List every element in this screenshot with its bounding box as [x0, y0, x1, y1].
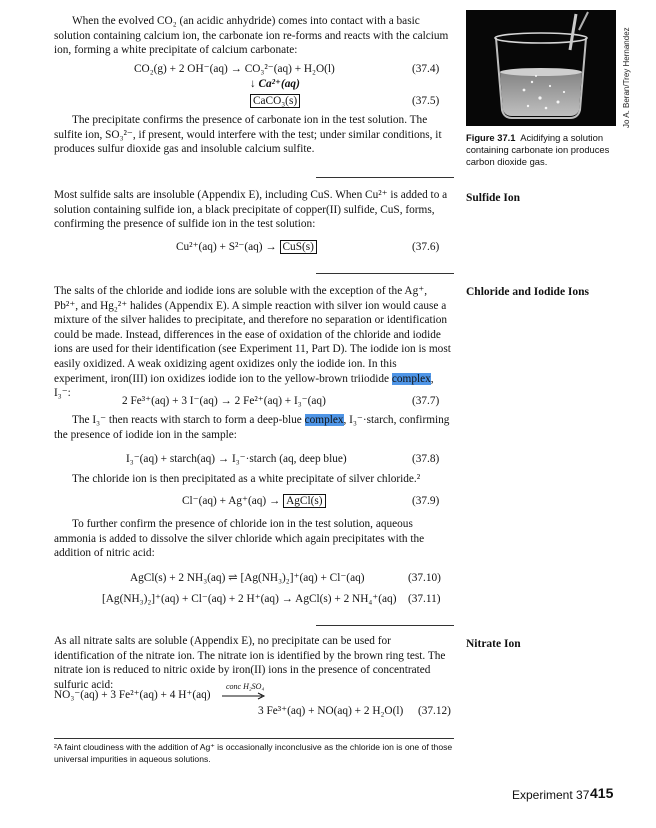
- page-number: 415: [590, 785, 614, 801]
- equation-37-7: 2 Fe³⁺(aq) + 3 I⁻(aq) → 2 Fe²⁺(aq) + I₃⁻(aq): [122, 395, 326, 407]
- starch-text-end: , I₃⁻·starch, confirming the presence of iodide ion in the sample:: [54, 414, 450, 441]
- equation-text: Cu²⁺(aq) + S²⁻(aq) →: [176, 241, 277, 253]
- equation-37-5: [250, 94, 300, 109]
- equation-37-10: AgCl(s) + 2 NH₃(aq) ⇌ [Ag(NH₃)₂]⁺(aq) + Cl⁻(aq): [130, 572, 365, 584]
- starch-paragraph: [54, 413, 452, 442]
- sulfide-paragraph: Most sulfide salts are insoluble (Appendix E), including CuS. When Cu²⁺ is added to a solution containing sulfide ion, a black precipitate of copper(II) sulfide, CuS, forms, confirming the presence of sulfide ion in the test solution:: [54, 189, 448, 231]
- equation-37-11: [Ag(NH₃)₂]⁺(aq) + Cl⁻(aq) + 2 H⁺(aq) → AgCl(s) + 2 NH₄⁺(aq): [102, 593, 397, 605]
- halide-text-end: , I₃⁻:: [54, 372, 434, 400]
- figure-caption-text: Acidifying a solution containing carbonate ion produces carbon dioxide gas.: [466, 132, 610, 167]
- equation-number: (37.8): [412, 453, 440, 465]
- precipitate-box: CaCO₃(s): [250, 94, 300, 108]
- divider: [316, 177, 454, 178]
- chloride-paragraph: The chloride ion is then precipitated as a white precipitate of silver chloride.²: [72, 473, 421, 485]
- equation-number: (37.7): [412, 395, 440, 407]
- equation-number: (37.12): [418, 705, 451, 717]
- equation-number: (37.4): [412, 63, 440, 75]
- reaction-arrow: [222, 690, 266, 698]
- equation-number: (37.5): [412, 95, 440, 107]
- nitrate-paragraph: As all nitrate salts are soluble (Appendix E), no precipitate can be used for identification of the nitrate ion. The nitrate ion is identified by the brown ring test. The nitrate ion is reduced to nitric oxide by iron(II) ions in the presence of concentrated sulfuric acid:: [54, 635, 446, 691]
- arrow-condition: conc H₂SO₄: [226, 682, 265, 691]
- beaker-image: [466, 10, 616, 126]
- starch-text: The I₃⁻ then reacts with starch to form a deep-blue: [72, 414, 302, 426]
- figure-caption: [466, 132, 626, 168]
- equation-37-6: [176, 240, 317, 255]
- equation-37-9: [182, 494, 326, 509]
- highlight-complex: complex: [304, 414, 344, 426]
- halide-heading: Chloride and Iodide Ions: [466, 286, 590, 298]
- precipitate-box: CuS(s): [280, 240, 317, 254]
- experiment-label: Experiment 37: [512, 788, 590, 802]
- sulfide-heading: Sulfide Ion: [466, 192, 521, 204]
- divider: [316, 625, 454, 626]
- divider: [316, 273, 454, 274]
- intro-paragraph: When the evolved CO₂ (an acidic anhydride) comes into contact with a basic solution containing calcium ion, the carbonate ion re-forms and reacts with the calcium ion, forming a white precipitate of calcium carbonate:: [54, 15, 449, 57]
- reagent-calcium: ↓ Ca²⁺(aq): [250, 78, 300, 90]
- halide-paragraph: [54, 284, 452, 401]
- equation-number: (37.9): [412, 495, 440, 507]
- sulfite-paragraph: The precipitate confirms the presence of carbonate ion in the test solution. The sulfite ion, SO₃²⁻, if present, would interfere with the test; under similar conditions, it produces sulfur dioxide gas and insoluble calcium sulfite.: [54, 114, 442, 156]
- equation-37-12-left: NO₃⁻(aq) + 3 Fe²⁺(aq) + 4 H⁺(aq): [54, 689, 211, 701]
- figure-label: Figure 37.1: [466, 132, 516, 143]
- nitrate-heading: Nitrate Ion: [466, 638, 521, 650]
- footnote-rule: [54, 738, 454, 739]
- equation-37-4: CO₂(g) + 2 OH⁻(aq) → CO₃²⁻(aq) + H₂O(l): [134, 63, 335, 75]
- halide-text: The salts of the chloride and iodide ions are soluble with the exception of the Ag⁺, Pb²⁺, and Hg₂²⁺ halides (Appendix E). A simple reaction with silver ion would cause a mixture of the silver halides to precipitate, and therefore no separation or identification could be made. Instead, differences in the ease of oxidation of the chloride and iodide ions are used for their identification (see Experiment 11, Part D). The iodide ion is most easily oxidized. A weak oxidizing agent oxidizes only the iodide ion. In this experiment, iron(III) ion oxidizes iodide ion to the yellow-brown triiodide: [54, 285, 451, 385]
- precipitate-box: AgCl(s): [283, 494, 325, 508]
- equation-number: (37.11): [408, 593, 441, 605]
- ammonia-paragraph: To further confirm the presence of chloride ion in the test solution, aqueous ammonia is added to dissolve the silver chloride which again precipitates with the addition of nitric acid:: [54, 518, 425, 560]
- equation-number: (37.6): [412, 241, 440, 253]
- equation-37-8: I₃⁻(aq) + starch(aq) → I₃⁻·starch (aq, deep blue): [126, 453, 347, 465]
- highlight-complex: complex: [391, 372, 431, 385]
- equation-text: Cl⁻(aq) + Ag⁺(aq) →: [182, 495, 281, 507]
- beaker-photo: [466, 10, 616, 126]
- equation-number: (37.10): [408, 572, 441, 584]
- photo-credit: Jo A. Beran/Trey Hernandez: [622, 27, 631, 128]
- equation-37-12-right: 3 Fe³⁺(aq) + NO(aq) + 2 H₂O(l): [258, 705, 404, 717]
- footnote: ²A faint cloudiness with the addition of Ag⁺ is occasionally inconclusive as the chloride ion is one of those universal impurities in aqueous solutions.: [54, 742, 453, 764]
